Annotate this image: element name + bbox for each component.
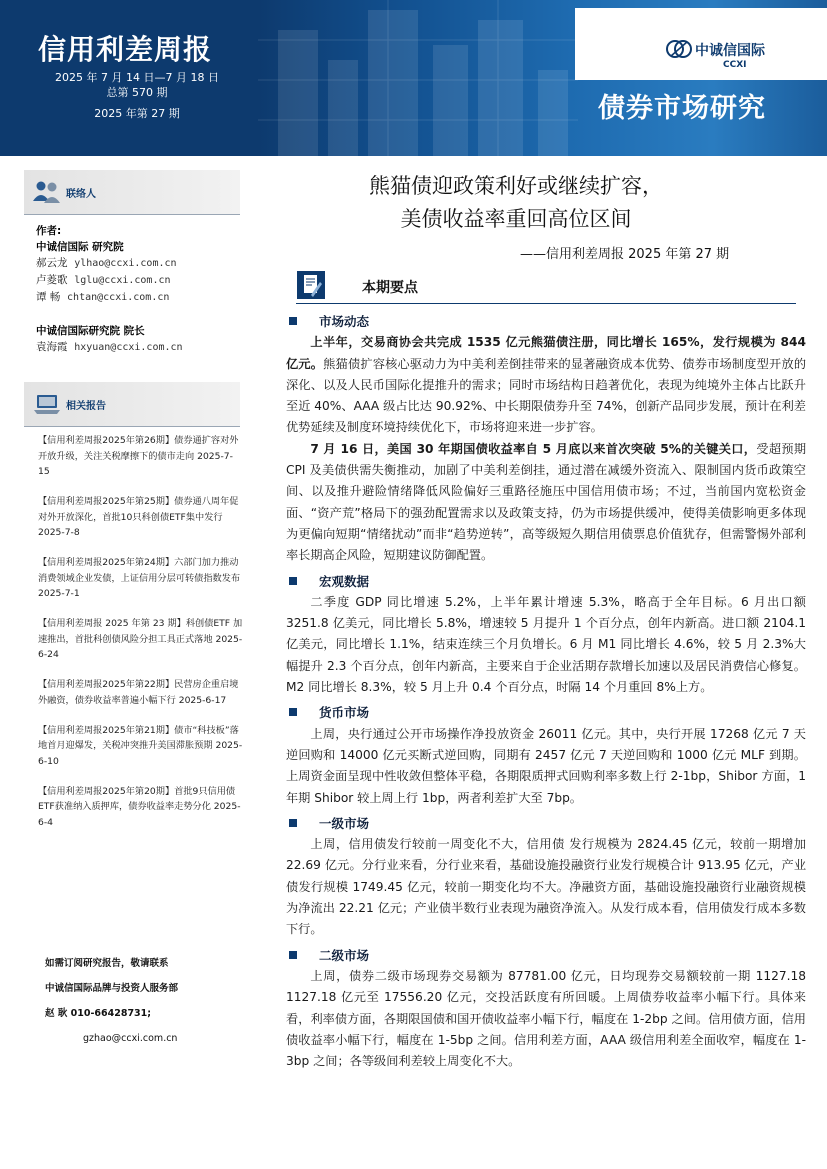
total-issue: 总第 570 期: [106, 86, 168, 99]
related-report-link[interactable]: 【信用利差周报2025年第25期】债券通八周年促对外开放深化，首批10只科创债ETF集中发行 2025-7-8: [38, 496, 239, 538]
related-report-link[interactable]: 【信用利差周报2025年第26期】债券通扩容对外开放升级，关注关税摩擦下的债市走向 2025-7-15: [38, 435, 239, 477]
author-email[interactable]: lglu@ccxi.com.cn: [74, 275, 171, 286]
author-row: [36, 255, 230, 272]
related-report-link[interactable]: 【信用利差周报2025年第24期】六部门加力推动消费领域企业发债，上证信用分层可转债指数发布 2025-7-1: [38, 557, 241, 599]
section-heading: 二级市场: [286, 945, 806, 966]
report-body: [286, 307, 806, 1072]
key-point: 7 月 16 日，美国 30 年期国债收益率自 5 月底以来首次突破 5%的关键关口，: [310, 441, 757, 456]
date-range: 2025 年 7 月 14 日—7 月 18 日: [55, 71, 219, 84]
document-pen-icon: [296, 270, 326, 300]
section-heading: 市场动态: [286, 311, 806, 332]
contact-people-icon: [30, 175, 64, 209]
related-report-link[interactable]: 【信用利差周报2025年第20期】首批9只信用债ETF获准纳入质押库，债券收益率走势分化 2025-6-4: [38, 785, 241, 828]
authors-label: 作者:: [36, 225, 62, 237]
logo-name: 中诚信国际: [695, 43, 765, 59]
paragraph: [286, 439, 806, 567]
paragraph: [286, 332, 806, 438]
paragraph: 上周，信用债发行较前一周变化不大，信用债 发行规模为 2824.45 亿元，较前一期增加 22.69 亿元。分行业来看，分行业来看，基础设施投融资行业发行规模合计 913.95 亿元，产业债发行规模 1749.45 亿元，较前一期变化均不大。净融资方面，基础设施投融资行业融资规模为净流出 22.21 亿元；产业债半数行业表现为融资净流入。从发行成本看，信用债发行成本多数下行。: [286, 837, 806, 937]
contact-person: 赵 耿 010-66428731;: [45, 1008, 152, 1019]
related-report-link[interactable]: 【信用利差周报2025年第21期】债市“科技板”落地首月迎爆发，关税冲突推升美国滞胀预期 2025-6-10: [38, 724, 243, 767]
author-row: [36, 339, 230, 356]
related-report-link[interactable]: 【信用利差周报 2025 年第 23 期】科创债ETF 加速推出，首批科创债风险分担工具正式落地 2025-6-24: [38, 618, 243, 660]
author-email[interactable]: hxyuan@ccxi.com.cn: [74, 342, 183, 353]
author-row: [36, 272, 230, 289]
author-email[interactable]: ylhao@ccxi.com.cn: [74, 258, 177, 269]
contact-header: [24, 170, 240, 214]
sidebar: [24, 170, 243, 845]
related-heading: 相关报告: [66, 400, 106, 412]
logo-abbreviation: CCXI: [723, 60, 747, 70]
author-name: 袁海霞: [36, 341, 68, 353]
contact-email[interactable]: gzhao@ccxi.com.cn: [83, 1033, 178, 1044]
paragraph: 二季度 GDP 同比增速 5.2%，上半年累计增速 5.3%，略高于全年目标。6 月出口额 3251.8 亿美元，同比增长 5.8%，增速较 5 月提升 1 个百分点，创年内新高。进口额 2104.1 亿美元，同比增长 1.1%，结束连续三个月负增长。6 月 M1 同比增长 4.6%，较 5 月 2.3%大幅提升 2.3 个百分点，创年内新高，主要来自于企业活期存款增长加速以及居民消费信心修复。M2 同比增长 8.3%，较 5 月上升 0.4 个百分点，时隔 14 个月重回 8%上方。: [286, 594, 806, 695]
section-heading: 货币市场: [286, 702, 806, 723]
related-report-link[interactable]: 【信用利差周报2025年第22期】民营房企重启境外融资，债券收益率普遍小幅下行 2025-6-17: [38, 679, 239, 706]
author-row: [36, 289, 230, 306]
highlights-heading: 本期要点: [362, 280, 418, 296]
subtitle: ——信用利差周报 2025 年第 27 期: [520, 247, 730, 262]
report-banner: [0, 0, 827, 156]
author-name: 谭 畅: [36, 291, 61, 303]
subscribe-note: 如需订阅研究报告，敬请联系: [45, 958, 169, 969]
author-name: 卢菱歌: [36, 274, 68, 286]
author-list: [24, 215, 240, 356]
highlights-header: [296, 268, 796, 304]
author-email[interactable]: chtan@ccxi.com.cn: [67, 292, 170, 303]
series-title: 债券市场研究: [598, 93, 766, 124]
contact-heading: 联络人: [66, 188, 96, 200]
logo-panel: [575, 8, 827, 80]
report-title: 信用利差周报: [38, 33, 213, 66]
related-header: [24, 382, 240, 426]
section-heading: 宏观数据: [286, 571, 806, 592]
dean-label: 中诚信国际研究院 院长: [36, 325, 145, 337]
paragraph: 上周，央行通过公开市场操作净投放资金 26011 亿元。其中，央行开展 17268 亿元 7 天逆回购和 14000 亿元买断式逆回购，同期有 2457 亿元 7 天逆回购和 1000 亿元 MLF 到期。上周资金面呈现中性收敛但整体平稳，各期限质押式回购利率多数上行 2-1bp，Shibor 方面，1 年期 Shibor 较上周上行 1bp，两者利差扩大至 7bp。: [286, 726, 806, 805]
headline: [286, 170, 746, 236]
author-name: 郝云龙: [36, 257, 68, 269]
ccxi-logo-icon: [665, 36, 693, 62]
paragraph-text: 受超预期 CPI 及美债供需失衡推动，加剧了中美利差倒挂，通过潜在减缓外资流入、限制国内货币政策空间、以及推升避险情绪降低风险偏好三重路径施压中国信用债市场；不过，当前国内宽松资金面、“资产荒”格局下的强劲配置需求以及政策支持，仍为市场提供缓冲，使得美债影响更多体现为更偏向短期“情绪扰动”而非“趋势逆转”，高等级短久期信用债票息价值犹存，但需警惕外部利率长期高企风险，短期建议防御配置。: [286, 441, 807, 563]
section-heading: 一级市场: [286, 813, 806, 834]
department-name: 中诚信国际品牌与投资人服务部: [45, 983, 179, 994]
laptop-report-icon: [30, 387, 64, 421]
headline-line: 美债收益率重回高位区间: [400, 207, 632, 231]
headline-line: 熊猫债迎政策利好或继续扩容，: [369, 174, 663, 198]
year-issue: 2025 年第 27 期: [94, 107, 180, 120]
subscription-contact: [45, 951, 178, 1051]
paragraph-text: 熊猫债扩容核心驱动力为中美利差倒挂带来的显著融资成本优势、债券市场制度型开放的深化、以及人民币国际化提推升的需求；同时市场结构日趋著优化，表现为纯境外主体占比跃升至近 40%、AAA 级占比达 90.92%、中长期限债券升至 74%，创新产品同步发展，预计在利差优势延续及制度环境持续优化下，市场将迎来进一步扩容。: [286, 356, 807, 435]
paragraph: 上周，债券二级市场现券交易额为 87781.00 亿元，日均现券交易额较前一期 1127.18 1127.18 亿元至 17556.20 亿元，交投活跃度有所回暖。上周债券收益率小幅下行。具体来看，利率债方面，各期限国债和国开债收益率小幅下行，幅度在 1-2bp 之间。信用债方面，信用债收益率小幅下行，幅度在 1-5bp 之间。信用利差方面，AAA 级信用利差全面收窄，幅度在 1-3bp 之间；各等级间利差较上周变化不大。: [286, 968, 806, 1069]
key-point: 上半年，交易商协会共完成 1535 亿元熊猫债注册，同比增长 165%，发行规模为 844 亿元。: [286, 335, 806, 371]
related-reports-list: [24, 427, 244, 830]
institute-name: 中诚信国际 研究院: [36, 241, 124, 253]
